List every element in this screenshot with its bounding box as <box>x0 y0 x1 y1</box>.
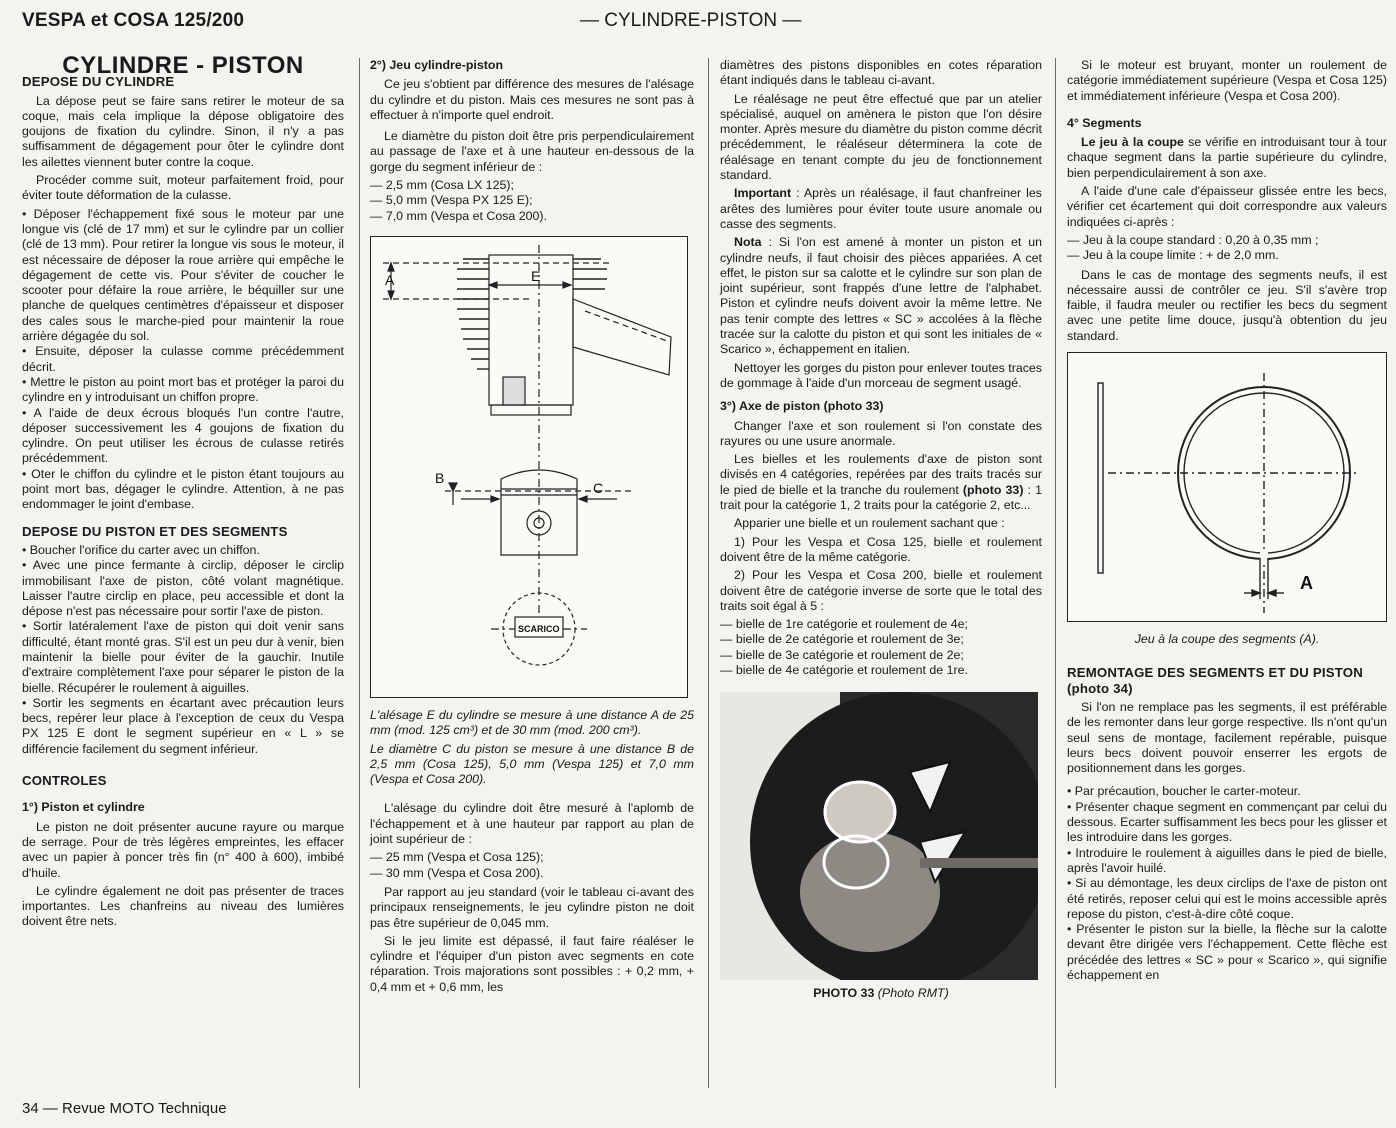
important-text: : Après un réalésage, il faut chanfreiner les arêtes des lumières pour éviter toute usure anomale ou casse des segments. <box>720 186 1042 231</box>
paragraph <box>720 452 1042 513</box>
dimension-label-e: E <box>531 267 541 284</box>
column-3 <box>720 58 1042 1006</box>
paragraph: Ce jeu s'obtient par différence des mesures de l'alésage du cylindre et du piston. Mais ces mesures ne sont pas à effectuer à n'importe quel endroit. <box>370 77 694 122</box>
paragraph: La dépose peut se faire sans retirer le moteur de sa coque, mais cela implique la dépose obligatoire des goujons de fixation du cylindre. Sinon, il n'y a pas suffisamment de dégagement pour ôter le cylindre dont les ailettes viennent buter contre la coque. <box>22 93 344 169</box>
paragraph: Nettoyer les gorges du piston pour enlever toutes traces de gommage à l'aide d'un morceau de segment usagé. <box>720 360 1042 390</box>
paragraph: L'alésage du cylindre doit être mesuré à l'aplomb de l'échappement et à une hauteur par rapport au plan de joint supérieur de : <box>370 801 694 847</box>
dimension-label-c: C <box>593 479 604 496</box>
heading-piston-cylindre: 1°) Piston et cylindre <box>22 800 145 815</box>
gap-label-a: A <box>1300 573 1313 594</box>
list-item: • Introduire le roulement à aiguilles dans le pied de bielle, après l'avoir huilé. <box>1067 845 1387 875</box>
running-header-section: — CYLINDRE-PISTON — <box>580 10 802 31</box>
paragraph: Le piston ne doit présenter aucune rayure ou marque de serrage. Pour de très légères empreintes, les effacer avec un papier à poncer très fin (n° 400 à 600), imbibé d'huile. <box>22 819 344 880</box>
list-item: — bielle de 3e catégorie et roulement de 2e; <box>720 647 964 662</box>
bullet-list <box>22 543 344 757</box>
paragraph: 2) Pour les Vespa et Cosa 200, bielle et roulement doivent être de catégorie inverse de sorte que le total des traits soit égal à 5 : <box>720 568 1042 613</box>
list-item: • Déposer l'échappement fixé sous le moteur par une longue vis (clé de 17 mm) et sur le cylindre par un collier (clé de 13 mm). Pour retirer la longue vis sous le moteur, il est nécessaire de déposer la roue arrière qui empêche le dégagement de cette vis. Pour s'éviter de coucher le scooter pour défaire la roue arrière, le béquiller sur une planche de quelques centimètres d'épaisseur et disposer des cales sous le marche-pied pour maintenir la roue arrière dégagée du sol. <box>22 206 344 344</box>
list-item: • Sortir les segments en écartant avec précaution leurs becs, repérer leur place à l'exception de ceux du Vespa PX 125 E dont le segment supérieur en « L » se différencie facilement du segment inférieur. <box>22 695 344 756</box>
column-2 <box>370 58 694 998</box>
scarico-label: SCARICO <box>518 623 560 634</box>
list-item: • A l'aide de deux écrous bloqués l'un contre l'autre, déposer successivement les 4 goujons de fixation du cylindre. On peut utiliser les écrous de culasse retirés précédemment. <box>22 405 344 466</box>
list-item: • Oter le chiffon du cylindre et le piston étant toujours au point mort bas, dégager le cylindre. Attention, à ne pas endommager le joint d'embase. <box>22 466 344 512</box>
list-item: • Présenter chaque segment en commençant par celui du dessous. Ecarter suffisamment les becs pour les glisser et les introduire dans les gorges. <box>1067 799 1387 845</box>
list-item: — bielle de 4e catégorie et roulement de 1re. <box>720 662 968 677</box>
list-item: — 2,5 mm (Cosa LX 125); <box>370 178 514 193</box>
paragraph: Le réalésage ne peut être effectué que par un atelier spécialisé, auquel on amènera le piston que l'on désire monter. Après mesure du diamètre du piston comme décrit précédemment, le réaléseur déterminera la cote de réalésage en tenant compte du jeu de fonctionnement standard. <box>720 91 1042 183</box>
paragraph <box>720 186 1042 232</box>
photo-credit: (Photo RMT) <box>877 986 949 1001</box>
paragraph: Le diamètre du piston doit être pris perpendiculairement au passage de l'axe et à une hauteur en-dessous de la gorge du segment inférieur de : <box>370 129 694 174</box>
text-run: Les bielles et les roulements d'axe de piston sont divisés en 4 catégories, repérées par des traits tracés sur le pied de bielle et la tranche du roulement <box>720 452 1042 497</box>
important-label: Important <box>734 186 792 201</box>
paragraph: A l'aide d'une cale d'épaisseur glissée entre les becs, vérifier cet écartement qui doit correspondre aux valeurs indiquées ci-après : <box>1067 184 1387 229</box>
list-item: — 25 mm (Vespa et Cosa 125); <box>370 850 544 865</box>
column-rule <box>1055 58 1056 1088</box>
list-item: — bielle de 1re catégorie et roulement de 4e; <box>720 617 968 632</box>
paragraph: Le cylindre également ne doit pas présenter de traces importantes. Les chanfreins au niveau des lumières doivent être nets. <box>22 883 344 929</box>
heading-axe-piston: 3°) Axe de piston (photo 33) <box>720 399 884 414</box>
list-item: • Par précaution, boucher le carter-moteur. <box>1067 784 1301 799</box>
page-title: CYLINDRE - PISTON <box>62 52 304 79</box>
dimension-label-a: A <box>385 271 395 288</box>
list-item: — 30 mm (Vespa et Cosa 200). <box>370 865 544 880</box>
ring-gap-diagram <box>1068 353 1386 621</box>
paragraph: 1) Pour les Vespa et Cosa 125, bielle et roulement doivent être de la même catégorie. <box>720 534 1042 564</box>
paragraph: Si le moteur est bruyant, monter un roulement de catégorie immédiatement supérieure (Vespa et Cosa 125) et immédiatement inférieure (Vespa et Cosa 200). <box>1067 58 1387 103</box>
paragraph <box>720 235 1042 357</box>
jeu-label: Le jeu à la coupe <box>1081 135 1184 150</box>
list-item: • Ensuite, déposer la culasse comme précédemment décrit. <box>22 344 344 374</box>
paragraph: Changer l'axe et son roulement si l'on constate des rayures ou une usure anormale. <box>720 418 1042 448</box>
figure-caption: Jeu à la coupe des segments (A). <box>1134 632 1320 647</box>
bullet-list <box>22 207 344 513</box>
cylinder-piston-figure <box>370 236 688 698</box>
figure-caption: Le diamètre C du piston se mesure à une distance B de 2,5 mm (Cosa 125), 5,0 mm (Vespa 125) et 7,0 mm (Vespa et Cosa 200). <box>370 741 694 787</box>
paragraph: Apparier une bielle et un roulement sachant que : <box>734 516 1005 531</box>
paragraph: Procéder comme suit, moteur parfaitement froid, pour éviter toute déformation de la culasse. <box>22 173 344 203</box>
column-rule <box>359 58 360 1088</box>
column-1 <box>22 52 344 933</box>
heading-remontage: REMONTAGE DES SEGMENTS ET DU PISTON (photo 34) <box>1067 665 1363 696</box>
heading-controles: CONTROLES <box>22 773 107 789</box>
heading-depose-cylindre: DEPOSE DU CYLINDRE <box>22 74 175 90</box>
photo-reference: (photo 33) <box>962 482 1024 497</box>
page-footer: 34 — Revue MOTO Technique <box>22 1100 227 1117</box>
text-run: : 1 trait pour la catégorie 1, 2 traits pour la catégorie 2, etc... <box>720 482 1042 513</box>
paragraph: Si le jeu limite est dépassé, il faut faire réaléser le cylindre et l'équiper d'un piston avec segments en cote réparation. Trois majorations sont possibles : + 0,2 mm, + 0,4 mm et + 0,6 mm, les <box>370 933 694 994</box>
figure-caption: L'alésage E du cylindre se mesure à une distance A de 25 mm (mod. 125 cm³) et de 30 mm (mod. 200 cm³). <box>370 707 694 738</box>
paragraph: Dans le cas de montage des segments neufs, il est nécessaire aussi de contrôler ce jeu. S'il s'avère trop faible, il faudra meuler ou rectifier les becs du segment avec une petite lime douce, jusqu'à obtention du jeu standard. <box>1067 267 1387 343</box>
list-item: • Avec une pince fermante à circlip, déposer le circlip immobilisant l'axe de piston, côté volant magnétique. Laisser l'autre circlip en place, peu accessible et dont la dépose n'est pas nécessaire pour sortir l'axe de piston. <box>22 558 344 619</box>
heading-depose-piston: DEPOSE DU PISTON ET DES SEGMENTS <box>22 523 288 539</box>
photo-33-image <box>720 692 1038 980</box>
list-item: — Jeu à la coupe limite : + de 2,0 mm. <box>1067 248 1279 263</box>
jeu-text: se vérifie en introduisant tour à tour chaque segment dans la partie supérieure du cylindre, bien perpendiculairement à son axe. <box>1067 135 1387 180</box>
photo-label: PHOTO 33 <box>813 986 875 1001</box>
bullet-list <box>1067 784 1387 983</box>
cylinder-piston-diagram <box>371 237 687 697</box>
paragraph: Si l'on ne remplace pas les segments, il est préférable de les remonter dans leur gorge respective. Ils n'ont qu'un seul sens de montage, facilement repérable, puisque leurs becs doivent pouvoir enserrer les ergots de positionnement dans les gorges. <box>1067 699 1387 776</box>
ring-gap-figure <box>1067 352 1387 622</box>
paragraph: diamètres des pistons disponibles en cotes réparation étant indiqués dans le tableau ci-avant. <box>720 58 1042 88</box>
list-item: — 5,0 mm (Vespa PX 125 E); <box>370 193 533 208</box>
list-item: — Jeu à la coupe standard : 0,20 à 0,35 mm ; <box>1067 232 1319 247</box>
list-item: • Si au démontage, les deux circlips de l'axe de piston ont été retirés, reposer celui qui est le moins accessible après repose du piston, c'est-à-dire côté coque. <box>1067 876 1387 921</box>
nota-label: Nota <box>734 235 762 250</box>
paragraph: Par rapport au jeu standard (voir le tableau ci-avant des principaux renseignements, le jeu cylindre piston ne doit pas être supérieur de 0,045 mm. <box>370 884 694 930</box>
heading-segments: 4° Segments <box>1067 115 1142 130</box>
list-item: • Présenter le piston sur la bielle, la flèche sur la calotte devant être dirigée vers l'échappement. Cette flèche est précédée des lettres « SC » pour « Scarico », qui signifie échappement en <box>1067 922 1387 982</box>
list-item: • Mettre le piston au point mort bas et protéger la paroi du cylindre en y introduisant un chiffon propre. <box>22 374 344 405</box>
column-rule <box>708 58 709 1088</box>
nota-text: : Si l'on est amené à monter un piston et un cylindre neufs, il faut choisir des pièces appariées. A cet effet, le piston sur sa calotte et le cylindre sur son plan de joint supérieur, sont frappés d'une lettre de l'alphabet. Piston et cylindre neufs doivent avoir la même lettre. Ne pas tenir compte des lettres « SC » accolées à la flèche tracée sur la calotte du piston et qui sont les initiales de « Scarico », échappement en italien. <box>720 235 1042 357</box>
list-item: • Boucher l'orifice du carter avec un chiffon. <box>22 542 260 557</box>
photo-caption <box>720 986 1042 1001</box>
list-item: — bielle de 2e catégorie et roulement de 3e; <box>720 632 964 647</box>
list-item: — 7,0 mm (Vespa et Cosa 200). <box>370 208 547 223</box>
photo-33 <box>720 692 1038 980</box>
list-item: • Sortir latéralement l'axe de piston qui doit venir sans difficulté, étant monté gras. S'il est un peu dur à venir, bien maintenir la bielle pour éviter de la gauchir. Inutile d'extraire complètement l'axe pour séparer le piston de la bielle. Récupérer le roulement à aiguilles. <box>22 619 344 695</box>
paragraph <box>1067 135 1387 181</box>
running-header-title: VESPA et COSA 125/200 <box>22 10 245 31</box>
dimension-label-b: B <box>435 469 445 486</box>
column-4 <box>1067 58 1387 986</box>
heading-jeu-cylindre-piston: 2°) Jeu cylindre-piston <box>370 58 504 72</box>
